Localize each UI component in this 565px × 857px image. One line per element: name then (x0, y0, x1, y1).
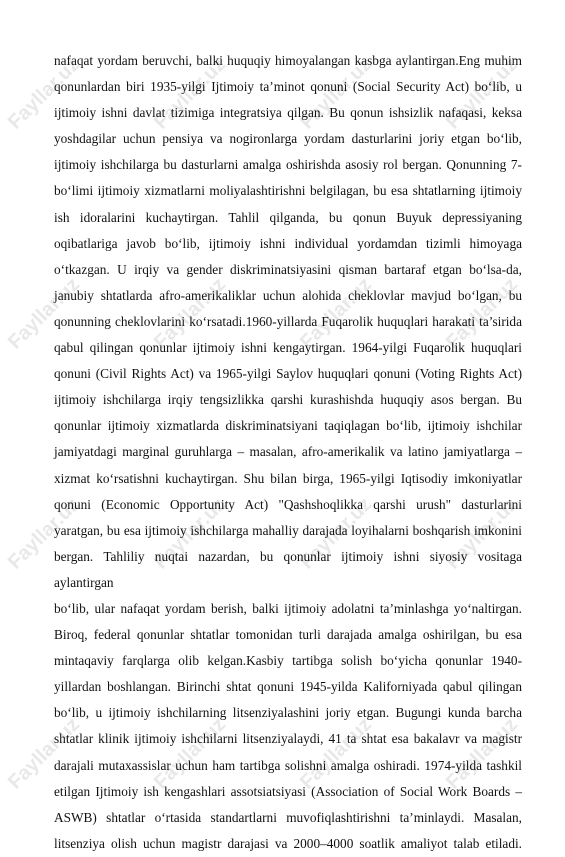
text-line: nafaqat yordam beruvchi, balki huquqiy himoyalangan kasbga aylantirgan.Eng muhim (54, 53, 522, 68)
text-line: qabul qilingan qonunlar ijtimoiy ishni kengaytirgan. 1964-yilgi Fuqarolik huquqlari (54, 340, 522, 356)
text-line: jamiyatdagi marginal guruhlarga – masalan, afro-amerikalik va latino jamiyatlarga – (54, 444, 522, 460)
body-paragraph (54, 48, 522, 857)
text-line: mintaqaviy farqlarga olib kelgan.Kasbiy tartibga solish bo‘yicha qonunlar 1940- (54, 653, 522, 669)
text-line: litsenziya olish uchun magistr darajasi va 2000–4000 soatlik amaliyot talab etiladi. (54, 835, 522, 851)
text-line: ASWB) shtatlar o‘rtasida standartlarni muvofiqlashtirishni ta’minlaydi. Masalan, (54, 809, 522, 825)
text-line: o‘tkazgan. U irqiy va gender diskriminatsiyasini qisman bartaraf etgan bo‘lsa-da, (54, 261, 522, 277)
watermark: Fayllar.uz (442, 713, 523, 794)
watermark: Fayllar.uz (4, 53, 85, 134)
text-line: bergan. Tahliliy nuqtai nazardan, bu qonunlar ijtimoiy ishni siyosiy vositaga aylantirgan (54, 548, 522, 590)
text-line: darajali mutaxassislar uchun ham tartibga solishni amalga oshiradi. 1974-yilda tashkil (54, 757, 522, 773)
watermark: Fayllar.uz (296, 53, 377, 134)
watermark: Fayllar.uz (150, 713, 231, 794)
watermark: Fayllar.uz (4, 493, 85, 574)
text-line: qonuni (Economic Opportunity Act) "Qashshoqlikka qarshi urush" dasturlarini (54, 496, 522, 512)
text-line: yillardan boshlangan. Birinchi shtat qonuni 1945-yilda Kaliforniyada qabul qilingan (54, 679, 522, 695)
text-line: ish idoralarini kuchaytirgan. Tahlil qilganda, bu qonun Buyuk depressiyaning (54, 209, 522, 225)
watermark: Fayllar.uz (4, 273, 85, 354)
text-line: qonunlar ijtimoiy xizmatlarda diskriminatsiyani taqiqlagan bo‘lib, ijtimoiy ishchilar (54, 418, 522, 434)
text-line: etilgan Ijtimoiy ish kengashlari assotsiatsiyasi (Association of Social Work Boards – (54, 783, 522, 799)
watermark: Fayllar.uz (150, 53, 231, 134)
text-line: shtatlar klinik ijtimoiy ishchilarni litsenziyalaydi, 41 ta shtat esa bakalavr va magistr (54, 731, 522, 747)
text-line: bo‘limi ijtimoiy xizmatlarni moliyalashtirishni belgilagan, bu esa shtatlarning ijtimoiy (54, 183, 522, 199)
text-line: bo‘lib, u ijtimoiy ishchilarning litsenziyalashini joriy etgan. Bugungi kunda barcha (54, 705, 522, 721)
text-line: yaratgan, bu esa ijtimoiy ishchilarga mahalliy darajada loyihalarni boshqarish imkonini (54, 522, 522, 538)
text-line: ijtimoiy ishchilarga bu dasturlarni amalga oshirishda asosiy rol bergan. Qonunning 7- (54, 157, 522, 173)
watermark: Fayllar.uz (442, 273, 523, 354)
watermark: Fayllar.uz (150, 493, 231, 574)
watermark: Fayllar.uz (296, 713, 377, 794)
watermark: Fayllar.uz (442, 493, 523, 574)
text-line: ijtimoiy ishchilarga irqiy tengsizlikka qarshi kurashishda huquqiy asos bergan. Bu (54, 392, 522, 408)
watermark: Fayllar.uz (150, 273, 231, 354)
text-line: xizmat ko‘rsatishni kuchaytirgan. Shu bilan birga, 1965-yilgi Iqtisodiy imkoniyatlar (54, 470, 522, 486)
text-line: qonunning cheklovlarini ko‘rsatadi.1960-yillarda Fuqarolik huquqlari harakati ta’sirida (54, 313, 522, 329)
watermark: Fayllar.uz (442, 53, 523, 134)
text-line: oqibatlariga javob bo‘lib, ijtimoiy ishni individual yordamdan tizimli himoyaga (54, 235, 522, 251)
watermark: Fayllar.uz (296, 273, 377, 354)
text-line: qonuni (Civil Rights Act) va 1965-yilgi Saylov huquqlari qonuni (Voting Rights Act) (54, 366, 522, 382)
text-line: yoshdagilar uchun pensiya va nogironlarga yordam dasturlarini joriy etgan bo‘lib, (54, 131, 522, 147)
text-line: qonunlardan biri 1935-yilgi Ijtimoiy ta’minot qonuni (Social Security Act) bo‘lib, u (54, 79, 522, 95)
text-line: bo‘lib, ular nafaqat yordam berish, balki ijtimoiy adolatni ta’minlashga yo‘naltirgan. (54, 600, 522, 616)
watermark: Fayllar.uz (4, 713, 85, 794)
watermark: Fayllar.uz (296, 493, 377, 574)
text-line: janubiy shtatlarda afro-amerikaliklar uchun alohida cheklovlar mavjud bo‘lgan, bu (54, 287, 522, 303)
text-line: Biroq, federal qonunlar shtatlar tomonidan turli darajada amalga oshirilgan, bu esa (54, 627, 522, 643)
text-line: ijtimoiy ishni davlat tizimiga integratsiya qilgan. Bu qonun ishsizlik nafaqasi, keksa (54, 105, 522, 121)
